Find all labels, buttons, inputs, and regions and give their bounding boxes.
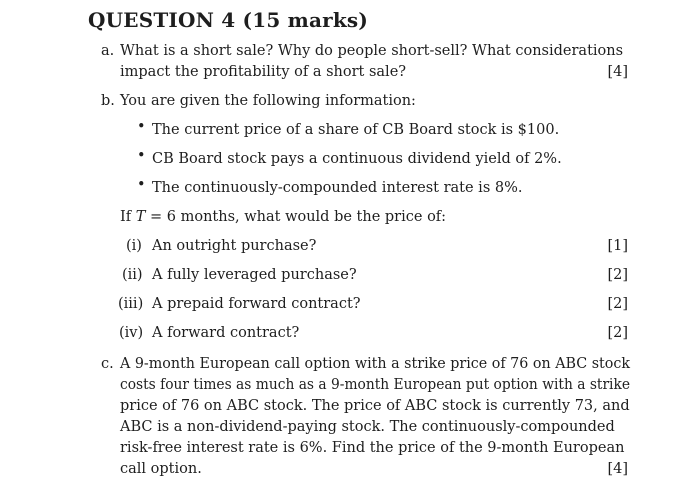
- sub-item-num: (i): [126, 238, 142, 254]
- sub-item-marks: [2]: [607, 267, 628, 283]
- sub-item-text: An outright purchase?: [152, 238, 317, 254]
- bullet-item-1: The current price of a share of CB Board stock is $100.: [152, 122, 560, 138]
- part-a-marks: [4]: [607, 64, 628, 80]
- part-b-question-prefix: If: [120, 209, 136, 225]
- part-b-question-variable: T: [135, 209, 146, 225]
- question-title: QUESTION 4 (15 marks): [88, 8, 369, 32]
- part-c-line-2: costs four times as much as a 9-month European put option with a strike: [120, 377, 630, 393]
- part-b-question-suffix: = 6 months, what would be the price of:: [145, 209, 447, 225]
- bullet-item-3: The continuously-compounded interest rate is 8%.: [152, 180, 523, 196]
- part-b-intro: You are given the following information:: [120, 93, 416, 109]
- sub-item-marks: [2]: [607, 296, 628, 312]
- sub-item-text: A fully leveraged purchase?: [152, 267, 357, 283]
- part-a-label: a.: [101, 43, 115, 59]
- part-a-line-2: impact the profitability of a short sale?: [120, 64, 407, 80]
- part-c-label: c.: [101, 356, 114, 372]
- sub-item-marks: [2]: [607, 325, 628, 341]
- part-a-line-1: What is a short sale? Why do people short-sell? What considerations: [120, 43, 624, 59]
- part-b-question: [120, 207, 446, 227]
- part-c-line-6: call option.: [120, 461, 202, 477]
- sub-item-marks: [1]: [607, 238, 628, 254]
- bullet-dot: •: [137, 119, 146, 135]
- bullet-dot: •: [137, 177, 146, 193]
- sub-item-num: (iv): [119, 325, 144, 341]
- part-c-line-3: price of 76 on ABC stock. The price of ABC stock is currently 73, and: [120, 398, 630, 414]
- sub-item-text: A prepaid forward contract?: [152, 296, 361, 312]
- bullet-dot: •: [137, 148, 146, 164]
- part-c-line-5: risk-free interest rate is 6%. Find the price of the 9-month European: [120, 440, 625, 456]
- bullet-item-2: CB Board stock pays a continuous dividend yield of 2%.: [152, 151, 562, 167]
- part-c-line-1: A 9-month European call option with a strike price of 76 on ABC stock: [120, 356, 631, 372]
- sub-item-text: A forward contract?: [152, 325, 300, 341]
- part-b-label: b.: [101, 93, 115, 109]
- sub-item-num: (ii): [122, 267, 143, 283]
- part-c-line-4: ABC is a non-dividend-paying stock. The continuously-compounded: [120, 419, 615, 435]
- part-c-marks: [4]: [607, 461, 628, 477]
- sub-item-num: (iii): [118, 296, 144, 312]
